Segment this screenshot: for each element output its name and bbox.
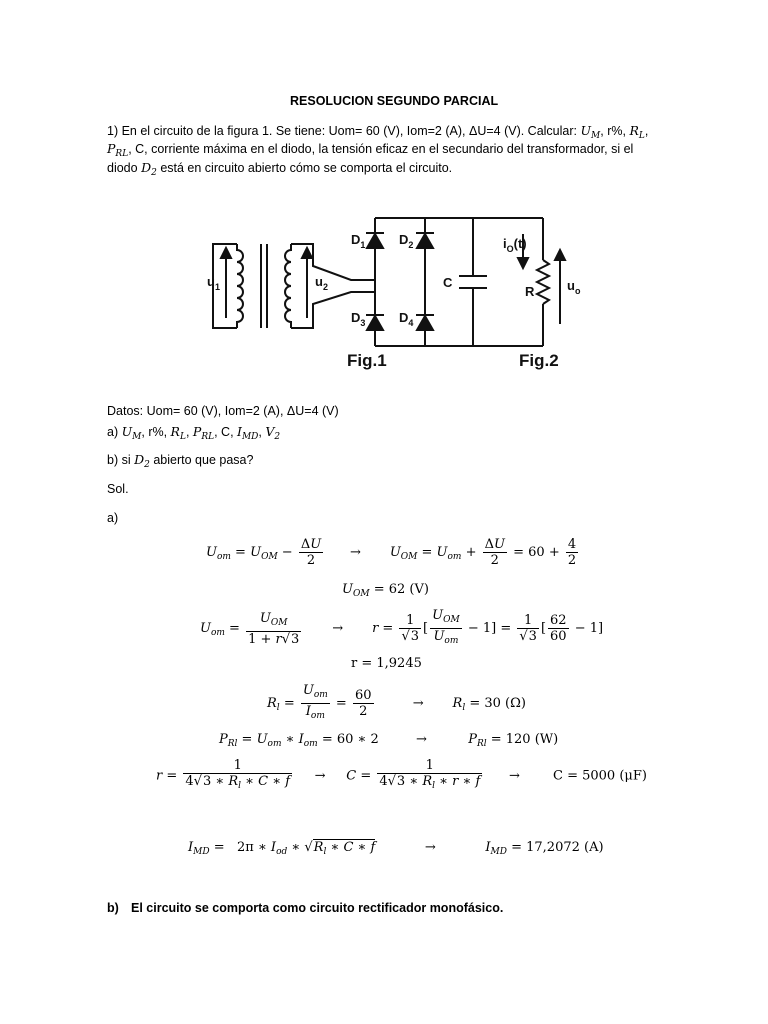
a-label: a) [107,511,119,525]
prl-value: = 120 (W) [490,732,559,747]
equation-rl: $R_l$ = $\frac{U_{om}}{I_{om}}$ = $\frac{60}{2}$ → $R_l = 30$ (Ω) [267,683,526,721]
equation-c: r = $\frac{1}{4√3 ∗ R_l ∗ C ∗ f}$ → C = $\frac{1}{4√3 ∗ R_l ∗ r ∗ f}$ → C = 5000 (μF) [156,758,647,791]
label-d4: $D_4$ [399,310,414,328]
equation-imd: $I_{MD} = 2\pi$ ∗ $I_{od}$ ∗ $√R_l$ ∗ C ∗ f → $I_{MD} = 17,2072$ (A) [188,840,604,857]
equation-UOM-result: $U_{OM} = 62$ (V) [342,582,429,599]
label-u2: $u_2$ [315,274,328,292]
page-title: RESOLUCION SEGUNDO PARCIAL [290,94,499,108]
part-b-question-text: b) si [107,453,131,467]
datos-line: Datos: Uom= 60 (V), Iom=2 (A), ΔU=4 (V) [107,404,339,418]
label-uo: $u_o$ [567,278,581,296]
conclusion-text: El circuito se comporta como circuito rectificador monofásico. [131,901,504,915]
rl-value: = 30 (Ω) [469,696,526,711]
sol-label: Sol. [107,482,129,496]
problem-line-3: diodo $D_2$ está en circuito abierto cómo se comporta el circuito. [107,160,453,178]
part-a-list-label: a) [107,425,119,439]
problem-line-1: 1) En el circuito de la figura 1. Se tiene: Uom= 60 (V), Iom=2 (A), ΔU=4 (V). Calcular: $U_M$, r%, $R_L$, [107,123,649,141]
circuit-figure [203,206,589,378]
fig2-caption: Fig.2 [519,351,559,370]
label-d3: $D_3$ [351,310,366,328]
part-b-question-suffix: abierto que pasa? [153,453,254,467]
fig1-caption: Fig.1 [347,351,387,370]
problem-line-2-text: , C, corriente máxima en el diodo, la tensión eficaz en el secundario del transformador, si el [128,142,634,156]
problem-line-1-text: 1) En el circuito de la figura 1. Se tiene: Uom= 60 (V), Iom=2 (A), ΔU=4 (V). Calcular: [107,124,578,138]
label-r: R [525,284,535,299]
conclusion-label: b) [107,901,119,915]
label-u1: $u_1$ [207,274,220,292]
part-a-list: a) $U_M$, r%, $R_L$, $P_{RL}$, C, $I_{MD}$, $V_2$ [107,424,281,442]
problem-line-3-suffix: está en circuito abierto cómo se comporta el circuito. [160,161,453,175]
label-d2: $D_2$ [399,232,414,250]
equation-uom: $U_{om} = U_{OM}$ − $\frac{\Delta U}{2}$ → $U_{OM} = U_{om}$ + $\frac{\Delta U}{2}$ = 60 + $\frac{4}{2}$ [206,537,577,568]
label-d1: $D_1$ [351,232,366,250]
equation-r: $U_{om}$ = $\frac{U_{OM}}{1 + r√3}$ → r = $\frac{1}{√3}$ [ $\frac{U_{OM}}{U_{om}}$ − 1] = $\frac{1}{√3}$ [ $\frac{62}{60}$ − 1] [200,608,604,647]
UOM-value: = 62 (V) [373,582,429,597]
r-result: r = 1,9245 [351,656,422,671]
equation-prl: $P_{Rl} = U_{om}$ ∗ $I_{om} = 60$ ∗ 2 → $P_{Rl} = 120$ (W) [219,732,559,749]
part-b-question: b) si $D_2$ abierto que pasa? [107,452,254,470]
label-io: $i_O(t)$ [503,236,527,254]
c-value: C = 5000 (μF) [553,768,647,784]
label-c: C [443,275,453,290]
problem-line-3-prefix: diodo [107,161,138,175]
imd-value: = 17,2072 (A) [511,840,604,855]
problem-line-2: $P_{RL}$, C, corriente máxima en el diodo, la tensión eficaz en el secundario del transformador, si el [107,141,634,159]
